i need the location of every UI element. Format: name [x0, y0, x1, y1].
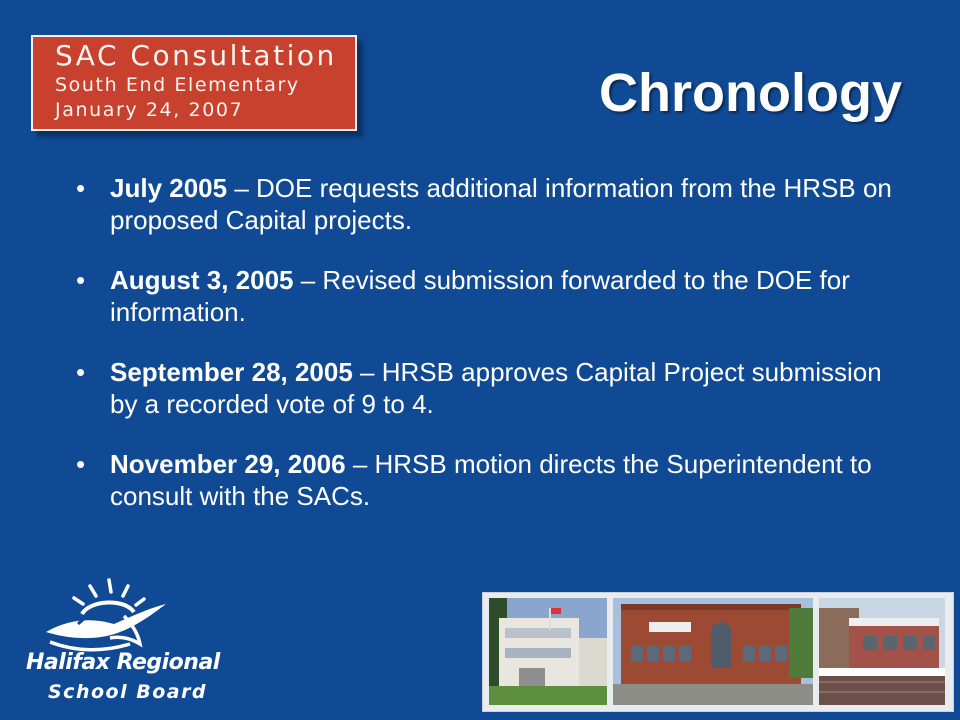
- list-item: [76, 264, 906, 328]
- badge-school: South End Elementary: [55, 74, 300, 96]
- bullet-text: – HRSB approves Capital Project submission by a recorded vote of 9 to 4.: [110, 357, 882, 419]
- list-item: [76, 356, 906, 420]
- bullet-text: – HRSB motion directs the Superintendent to consult with the SACs.: [110, 449, 872, 511]
- bullet-icon: •: [76, 265, 86, 295]
- bullet-text: – DOE requests additional information from the HRSB on proposed Capital projects.: [110, 173, 892, 235]
- bullet-icon: •: [76, 449, 86, 479]
- bullet-date: July 2005: [110, 173, 228, 203]
- badge-title: SAC Consultation: [55, 39, 337, 72]
- bullet-date: August 3, 2005: [110, 265, 294, 295]
- bullet-text: – Revised submission forwarded to the DOE for information.: [110, 265, 850, 327]
- bullet-date: November 29, 2006: [110, 449, 346, 479]
- school-photo-brick-building: [613, 598, 813, 705]
- bullet-icon: •: [76, 357, 86, 387]
- sac-consultation-badge: [31, 35, 357, 131]
- slide-title: Chronology: [599, 63, 902, 123]
- list-item: [76, 172, 906, 236]
- logo-subtitle: School Board: [48, 681, 208, 703]
- school-photo-modern-building: [489, 598, 607, 705]
- school-photos-strip: [482, 592, 954, 712]
- school-photo-winter-building: [819, 598, 945, 705]
- bullet-date: September 28, 2005: [110, 357, 353, 387]
- list-item: [76, 448, 906, 512]
- chronology-list: [76, 172, 906, 540]
- bullet-icon: •: [76, 173, 86, 203]
- badge-date: January 24, 2007: [55, 99, 244, 121]
- logo-name: Halifax Regional: [26, 650, 220, 675]
